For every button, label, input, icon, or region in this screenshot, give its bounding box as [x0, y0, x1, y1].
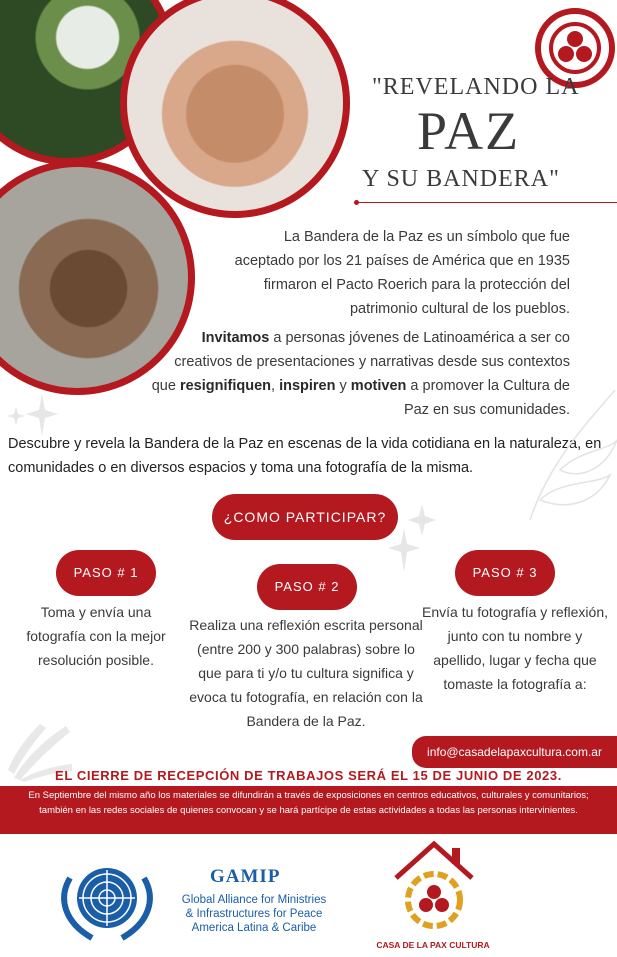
invite-sep-2: y — [335, 378, 351, 394]
leaf-outline-icon — [520, 380, 617, 530]
invitation-paragraph — [150, 326, 570, 422]
step-2-text: Realiza una reflexión escrita personal (entre 200 y 300 palabras) sobre lo que para ti y/o tu cultura significa y evoca tu fotografía, en relación con la Bandera de la Paz. — [189, 617, 423, 729]
invite-lead: Invitamos — [201, 330, 270, 346]
casa-name: CASA DE LA PAX CULTURA — [376, 940, 490, 950]
un-laurel-logo-icon — [52, 858, 162, 948]
intro-paragraph: La Bandera de la Paz es un símbolo que fue aceptado por los 21 países de América que en 1935 firmaron el Pacto Roerich para la protección del patrimonio cultural de los pueblos. — [234, 229, 570, 317]
title-line-1: "REVELANDO LA — [372, 74, 580, 100]
footer-note-band — [0, 786, 617, 834]
invite-sep-1: , — [271, 378, 280, 394]
title-divider-dot — [354, 200, 359, 205]
gamip-title: GAMIP — [210, 866, 281, 887]
sparkle-icon — [4, 392, 60, 440]
invite-text-1: a personas jóvenes de Latinoamérica a ser co creativos de presentaciones y narrativas desde sus contextos que — [151, 330, 570, 394]
title-line-2: PAZ — [417, 101, 521, 161]
invite-word-3: motiven — [350, 378, 407, 394]
step-2-badge: PASO # 2 — [257, 564, 357, 610]
step-1-text: Toma y envía una fotografía con la mejor resolución posible. — [26, 604, 166, 668]
discover-paragraph: Descubre y revela la Bandera de la Paz en escenas de la vida cotidiana en la naturaleza, en comunidades o en diversos espacios y toma una fotografía de la misma. — [8, 436, 602, 476]
peace-banner-icon — [541, 14, 609, 82]
email-link[interactable]: info@casadelapaxcultura.com.ar — [412, 736, 617, 768]
step-1-badge: PASO # 1 — [56, 550, 156, 596]
title-line-3: Y SU BANDERA" — [362, 166, 560, 192]
invite-word-1: resignifiquen — [179, 378, 272, 394]
step-3-badge: PASO # 3 — [455, 550, 555, 596]
invite-text-2: a promover la Cultura de Paz en sus comunidades. — [403, 378, 570, 418]
hands-photo — [120, 0, 350, 218]
gamip-line-1: Global Alliance for Ministries — [181, 894, 327, 906]
footer-note: En Septiembre del mismo año los materiales se difundirán a través de exposiciones en centros educativos, culturales y comunitarios; también en las redes sociales de quienes convocan y se hará partícipe de estas actividades a todas las personas intervinientes. — [28, 790, 589, 816]
step-3-text: Envía tu fotografía y reflexión, junto con tu nombre y apellido, lugar y fecha que tomaste la fotografía a: — [422, 604, 608, 692]
gamip-line-2: & Infrastructures for Peace — [185, 908, 323, 920]
casa-house-logo-icon — [392, 838, 476, 940]
invite-word-2: inspiren — [279, 378, 336, 394]
how-to-participate-button[interactable]: ¿COMO PARTICIPAR? — [212, 494, 398, 540]
gamip-line-3: America Latina & Caribe — [191, 922, 317, 934]
title-divider — [356, 202, 617, 203]
deadline-notice: EL CIERRE DE RECEPCIÓN DE TRABAJOS SERÁ EL 15 DE JUNIO DE 2023. — [55, 768, 562, 783]
gamip-subtitle — [170, 893, 338, 935]
